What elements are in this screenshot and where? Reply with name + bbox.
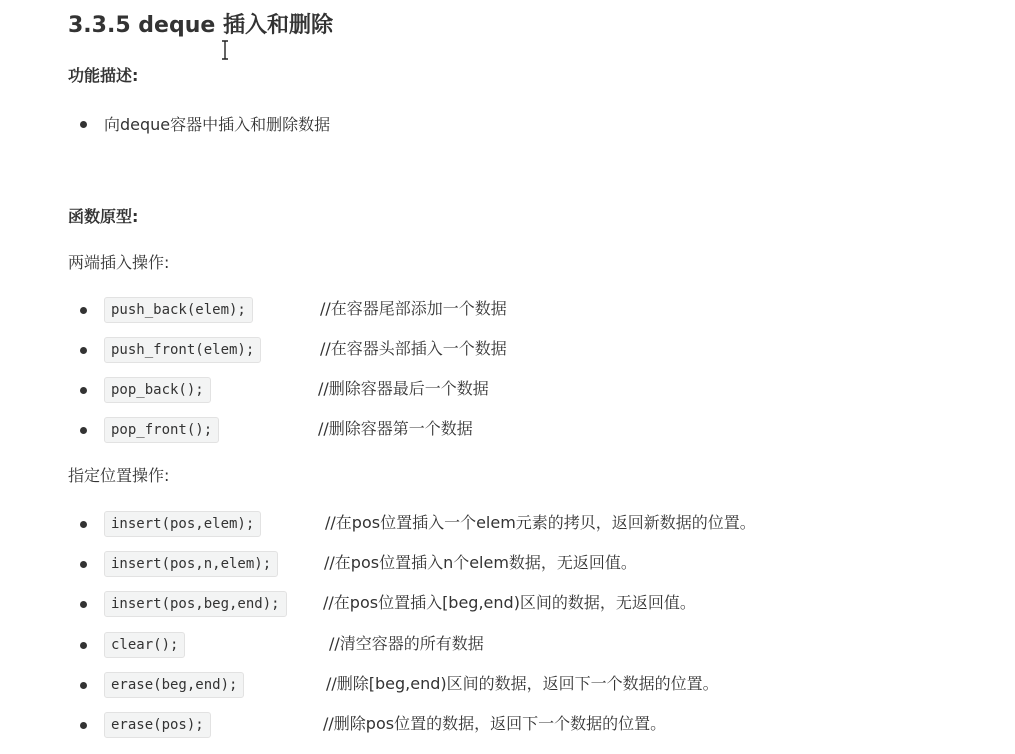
comment-pop-front: //删除容器第一个数据 [318, 419, 473, 438]
comment-insert-elem: //在pos位置插入一个elem元素的拷贝，返回新数据的位置。 [325, 513, 756, 532]
code-clear: clear(); [104, 632, 185, 658]
both-ends-label: 两端插入操作: [68, 253, 170, 272]
comment-push-back: //在容器尾部添加一个数据 [320, 299, 507, 318]
bullet-icon [80, 387, 87, 394]
comment-insert-range: //在pos位置插入[beg,end)区间的数据，无返回值。 [323, 593, 696, 612]
code-push-front: push_front(elem); [104, 337, 261, 363]
bullet-icon [80, 427, 87, 434]
bullet-icon [80, 307, 87, 314]
comment-insert-n-elem: //在pos位置插入n个elem数据，无返回值。 [324, 553, 637, 572]
code-insert-elem: insert(pos,elem); [104, 511, 261, 537]
comment-erase-pos: //删除pos位置的数据，返回下一个数据的位置。 [323, 714, 667, 733]
bullet-icon [80, 601, 87, 608]
bullet-icon [80, 722, 87, 729]
comment-push-front: //在容器头部插入一个数据 [320, 339, 507, 358]
code-push-back: push_back(elem); [104, 297, 253, 323]
code-pop-back: pop_back(); [104, 377, 211, 403]
bullet-icon [80, 347, 87, 354]
page-title: 3.3.5 deque 插入和删除 [68, 13, 333, 38]
code-insert-range: insert(pos,beg,end); [104, 591, 287, 617]
bullet-icon [80, 682, 87, 689]
text-cursor-icon [220, 40, 230, 60]
prototype-heading: 函数原型: [68, 207, 139, 226]
function-heading: 功能描述: [68, 66, 139, 85]
code-erase-pos: erase(pos); [104, 712, 211, 738]
comment-erase-range: //删除[beg,end)区间的数据，返回下一个数据的位置。 [326, 674, 719, 693]
bullet-icon [80, 521, 87, 528]
comment-clear: //清空容器的所有数据 [329, 634, 484, 653]
comment-pop-back: //删除容器最后一个数据 [318, 379, 489, 398]
function-description: 向deque容器中插入和删除数据 [104, 115, 331, 134]
code-pop-front: pop_front(); [104, 417, 219, 443]
code-erase-range: erase(beg,end); [104, 672, 244, 698]
bullet-icon [80, 121, 87, 128]
bullet-icon [80, 561, 87, 568]
code-insert-n-elem: insert(pos,n,elem); [104, 551, 278, 577]
bullet-icon [80, 642, 87, 649]
position-label: 指定位置操作: [68, 466, 170, 485]
